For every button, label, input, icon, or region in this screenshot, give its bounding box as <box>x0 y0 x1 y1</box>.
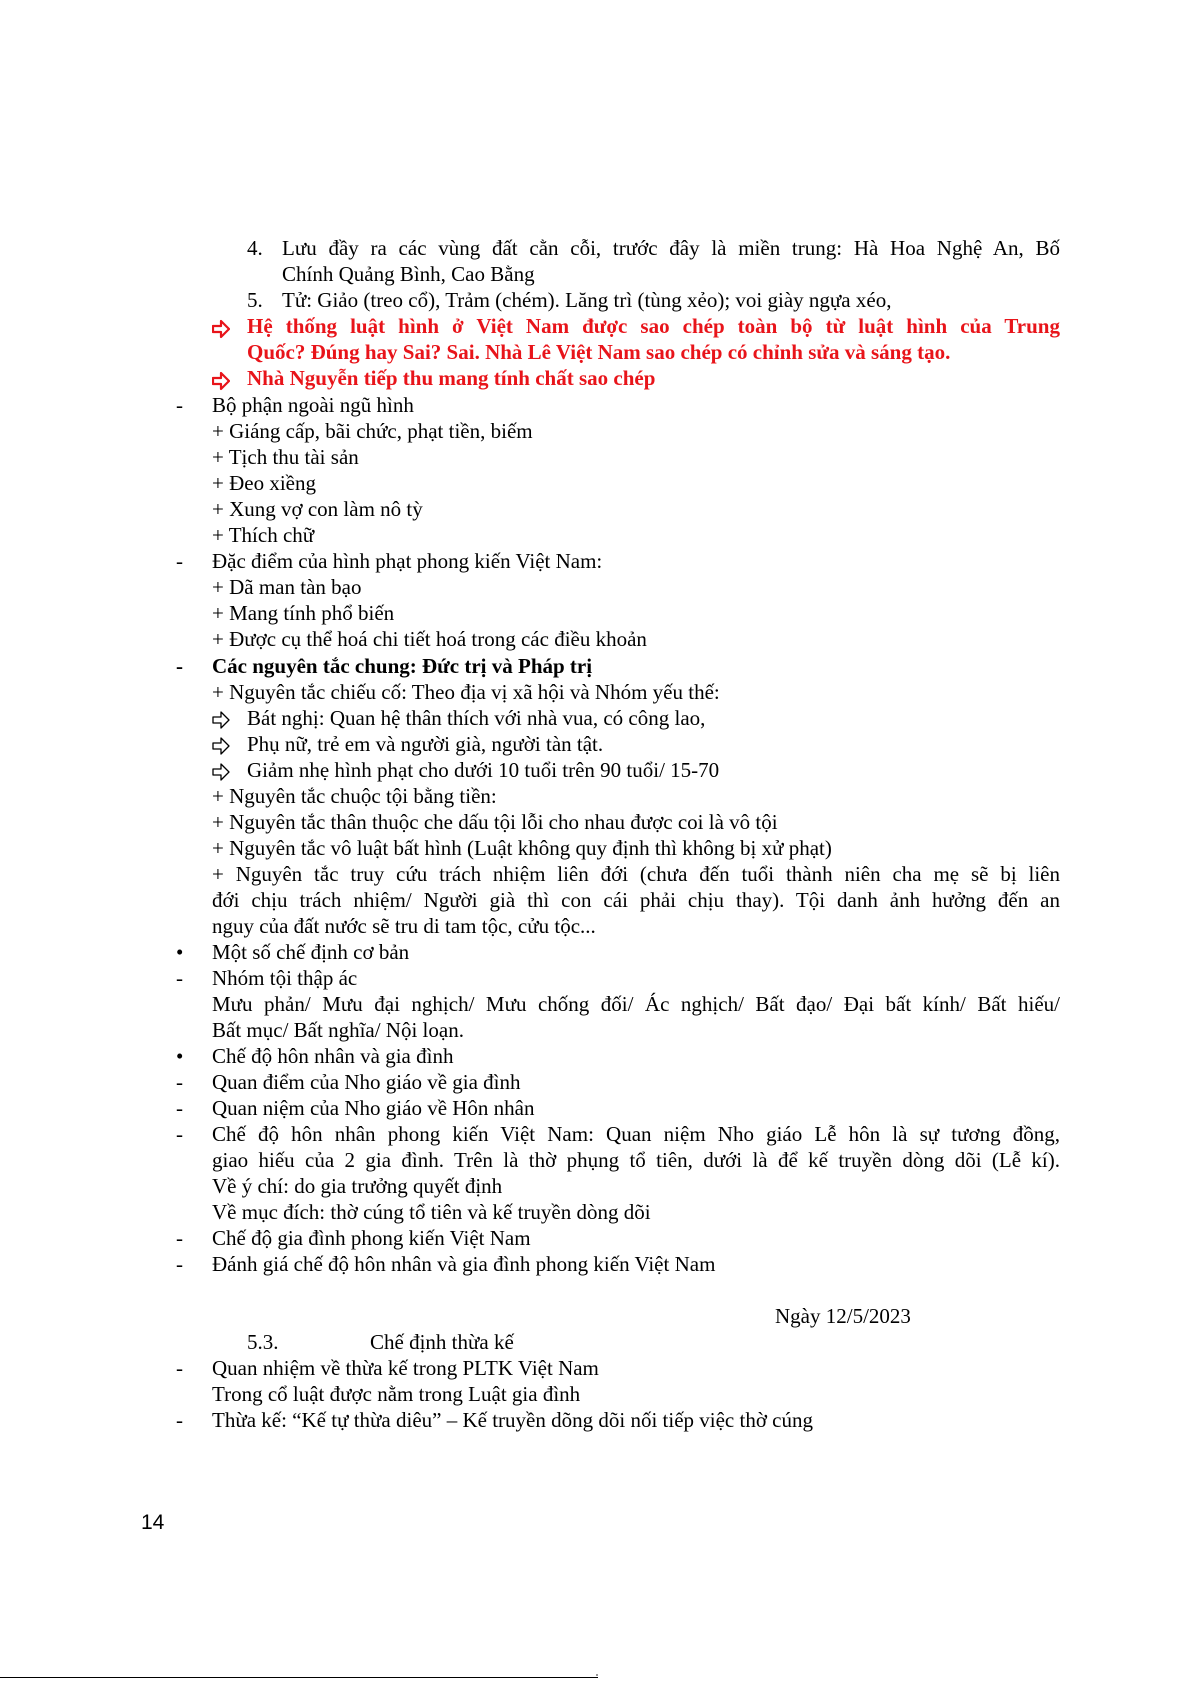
list-item-text: Tử: Giảo (treo cổ), Trảm (chém). Lăng trì (tùng xẻo); voi giày ngựa xéo, <box>282 288 892 312</box>
sub-item: + Được cụ thể hoá chi tiết hoá trong các điều khoản <box>212 627 647 651</box>
crime-list-line: Bất mục/ Bất nghĩa/ Nội loạn. <box>212 1018 464 1042</box>
dash-marker: - <box>176 1252 183 1276</box>
section-heading: Đặc điểm của hình phạt phong kiến Việt Nam: <box>212 549 603 573</box>
sub-item: + Xung vợ con làm nô tỳ <box>212 497 423 521</box>
dash-marker: - <box>176 1226 183 1250</box>
dash-marker: - <box>176 654 183 678</box>
arrow-right-outline-icon <box>212 707 230 733</box>
dash-marker: - <box>176 1070 183 1094</box>
footer-rule <box>0 1677 598 1678</box>
dash-marker: - <box>176 966 183 990</box>
list-line: Chế độ gia đình phong kiến Việt Nam <box>212 1226 531 1250</box>
crime-list-line: Mưu phản/ Mưu đại nghịch/ Mưu chống đối/ Ác nghịch/ Bất đạo/ Đại bất kính/ Bất hiếu/ <box>212 992 1060 1016</box>
sub-item: + Dã man tàn bạo <box>212 575 362 599</box>
footer-mark <box>596 1674 598 1676</box>
section-heading: Nhóm tội thập ác <box>212 966 358 990</box>
list-line: Về ý chí: do gia trưởng quyết định <box>212 1174 503 1198</box>
list-number: 5. <box>247 288 263 312</box>
arrow-right-outline-icon <box>212 733 230 759</box>
dash-marker: - <box>176 393 183 417</box>
list-line: Quan nhiệm về thừa kế trong PLTK Việt Nam <box>212 1356 599 1380</box>
red-point-text: Hệ thống luật hình ở Việt Nam được sao chép toàn bộ từ luật hình của Trung <box>247 314 1060 338</box>
dash-marker: - <box>176 1122 183 1146</box>
list-item-text: Chính Quảng Bình, Cao Bằng <box>282 262 535 286</box>
principle-line: Bát nghị: Quan hệ thân thích với nhà vua, có công lao, <box>247 706 706 730</box>
list-line: Quan điểm của Nho giáo về gia đình <box>212 1070 521 1094</box>
sub-item: + Đeo xiềng <box>212 471 316 495</box>
page-number: 14 <box>141 1511 165 1534</box>
principle-line: + Nguyên tắc thân thuộc che dấu tội lỗi cho nhau được coi là vô tội <box>212 810 778 834</box>
section-heading: Bộ phận ngoài ngũ hình <box>212 393 414 417</box>
list-line: Quan niệm của Nho giáo về Hôn nhân <box>212 1096 535 1120</box>
principle-line: đới chịu trách nhiệm/ Người già thì con cái phải chịu thay). Tội danh ảnh hưởng đến an <box>212 888 1060 912</box>
principle-line: + Nguyên tắc truy cứu trách nhiệm liên đới (chưa đến tuổi thành niên cha mẹ sẽ bị liên <box>212 862 1060 886</box>
principle-line: + Nguyên tắc chuộc tội bằng tiền: <box>212 784 497 808</box>
list-line: Thừa kế: “Kế tự thừa diêu” – Kế truyền dõng dõi nối tiếp việc thờ cúng <box>212 1408 814 1432</box>
dash-marker: - <box>176 1356 183 1380</box>
principle-line: + Nguyên tắc chiếu cố: Theo địa vị xã hội và Nhóm yếu thế: <box>212 680 720 704</box>
sub-item: + Giáng cấp, bãi chức, phạt tiền, biếm <box>212 419 533 443</box>
sub-item: + Thích chữ <box>212 523 315 547</box>
section-heading: Một số chế định cơ bản <box>212 940 410 964</box>
arrow-right-bold-icon <box>212 368 230 394</box>
red-point-text: Nhà Nguyễn tiếp thu mang tính chất sao chép <box>247 366 656 390</box>
list-line: Đánh giá chế độ hôn nhân và gia đình phong kiến Việt Nam <box>212 1252 716 1276</box>
date-line: Ngày 12/5/2023 <box>775 1304 911 1328</box>
principle-line: Phụ nữ, trẻ em và người già, người tàn tật. <box>247 732 604 756</box>
list-line: Chế độ hôn nhân phong kiến Việt Nam: Quan niệm Nho giáo Lễ hôn là sự tương đồng, <box>212 1122 1060 1146</box>
sub-item: + Tịch thu tài sản <box>212 445 359 469</box>
principle-line: + Nguyên tắc vô luật bất hình (Luật không quy định thì không bị xử phạt) <box>212 836 832 860</box>
list-line: Trong cổ luật được nằm trong Luật gia đình <box>212 1382 581 1406</box>
bullet-marker: • <box>176 940 184 964</box>
section-title: Chế định thừa kế <box>370 1330 514 1354</box>
red-point-text: Quốc? Đúng hay Sai? Sai. Nhà Lê Việt Nam sao chép có chỉnh sửa và sáng tạo. <box>247 340 951 364</box>
list-line: Về mục đích: thờ cúng tổ tiên và kế truyền dòng dõi <box>212 1200 651 1224</box>
sub-item: + Mang tính phổ biến <box>212 601 395 625</box>
arrow-right-bold-icon <box>212 316 230 342</box>
section-number: 5.3. <box>247 1330 279 1354</box>
list-line: giao hiếu của 2 gia đình. Trên là thờ phụng tổ tiên, dưới là để kế truyền dòng dõi (Lễ kí). <box>212 1148 1060 1172</box>
section-heading: Chế độ hôn nhân và gia đình <box>212 1044 454 1068</box>
arrow-right-outline-icon <box>212 759 230 785</box>
dash-marker: - <box>176 1408 183 1432</box>
principle-line: nguy của đất nước sẽ tru di tam tộc, cửu tộc... <box>212 914 596 938</box>
dash-marker: - <box>176 1096 183 1120</box>
bullet-marker: • <box>176 1044 184 1068</box>
list-number: 4. <box>247 236 263 260</box>
principle-line: Giảm nhẹ hình phạt cho dưới 10 tuổi trên 90 tuổi/ 15-70 <box>247 758 720 782</box>
list-item-text: Lưu đầy ra các vùng đất cằn cỗi, trước đây là miền trung: Hà Hoa Nghệ An, Bố <box>282 236 1060 260</box>
dash-marker: - <box>176 549 183 573</box>
section-heading: Các nguyên tắc chung: Đức trị và Pháp trị <box>212 654 593 678</box>
